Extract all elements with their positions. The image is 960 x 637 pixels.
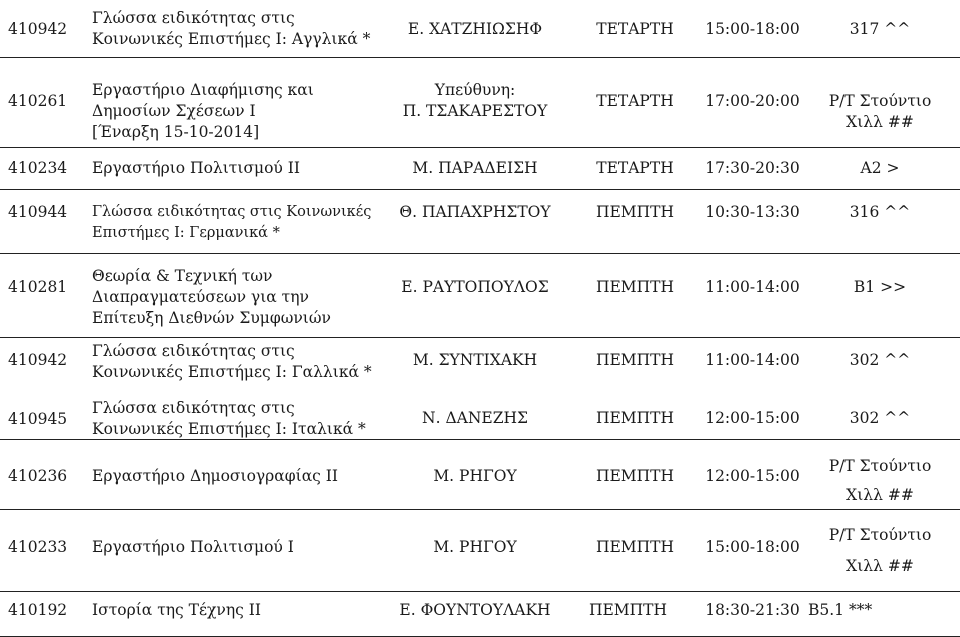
instructor: Ε. ΧΑΤΖΗΙΩΣΗΦ xyxy=(407,20,543,38)
day: ΠΕΜΠΤΗ xyxy=(595,467,675,485)
course-code: 410234 xyxy=(8,159,68,177)
room: 316 ^^ xyxy=(849,203,911,221)
table-row xyxy=(0,338,960,386)
time-slot: 11:00-14:00 xyxy=(705,351,800,369)
table-row xyxy=(0,440,960,510)
course-code: 410942 xyxy=(8,351,68,369)
room: 317 ^^ xyxy=(849,20,911,38)
time-slot: 17:30-20:30 xyxy=(705,159,800,177)
instructor: Θ. ΠΑΠΑΧΡΗΣΤΟΥ xyxy=(399,203,551,221)
time-slot: 18:30-21:30 xyxy=(705,601,800,619)
course-title: Γλώσσα ειδικότητας στις Κοινωνικές Επιστήμες Ι: Αγγλικά * xyxy=(92,9,371,48)
course-title: Εργαστήριο Διαφήμισης και Δημοσίων Σχέσεων Ι [Έναρξη 15-10-2014] xyxy=(92,81,314,141)
course-title: Ιστορία της Τέχνης ΙΙ xyxy=(92,601,261,619)
course-title: Εργαστήριο Δημοσιογραφίας ΙΙ xyxy=(92,467,339,485)
time-slot: 12:00-15:00 xyxy=(705,467,800,485)
instructor: Ε. ΡΑΥΤΟΠΟΥΛΟΣ xyxy=(401,278,549,296)
course-title: Γλώσσα ειδικότητας στις Κοινωνικές Επιστήμες Ι: Γερμανικά * xyxy=(92,204,372,241)
instructor: Μ. ΣΥΝΤΙΧΑΚΗ xyxy=(412,351,538,369)
table-row xyxy=(0,386,960,440)
instructor: Υπεύθυνη: Π. ΤΣΑΚΑΡΕΣΤΟΥ xyxy=(402,81,548,120)
course-title: Εργαστήριο Πολιτισμού ΙΙ xyxy=(92,159,301,177)
table-row xyxy=(0,0,960,58)
table-row xyxy=(0,190,960,254)
table-row xyxy=(0,510,960,592)
instructor: Μ. ΡΗΓΟΥ xyxy=(433,467,517,485)
instructor: Ε. ΦΟΥΝΤΟΥΛΑΚΗ xyxy=(399,601,551,619)
table-row xyxy=(0,592,960,637)
time-slot: 10:30-13:30 xyxy=(705,203,800,221)
course-code: 410261 xyxy=(8,92,68,110)
room: Ρ/Τ Στούντιο Χιλλ ## xyxy=(828,457,932,504)
room: Α2 > xyxy=(860,159,900,177)
table-row xyxy=(0,148,960,190)
table-row xyxy=(0,58,960,148)
day: ΤΕΤΑΡΤΗ xyxy=(596,92,674,110)
day: ΠΕΜΠΤΗ xyxy=(595,409,675,427)
time-slot: 12:00-15:00 xyxy=(705,409,800,427)
day: ΠΕΜΠΤΗ xyxy=(595,203,675,221)
course-title: Γλώσσα ειδικότητας στις Κοινωνικές Επιστήμες Ι: Ιταλικά * xyxy=(92,399,366,438)
room: 302 ^^ xyxy=(849,409,911,427)
course-code: 410233 xyxy=(8,538,68,556)
time-slot: 15:00-18:00 xyxy=(705,538,800,556)
table-row xyxy=(0,254,960,338)
instructor: Ν. ΔΑΝΕΖΗΣ xyxy=(422,409,528,427)
day: ΤΕΤΑΡΤΗ xyxy=(596,159,674,177)
course-code: 410944 xyxy=(8,203,68,221)
course-code: 410192 xyxy=(8,601,68,619)
day: ΠΕΜΠΤΗ xyxy=(595,538,675,556)
instructor: Μ. ΡΗΓΟΥ xyxy=(433,538,517,556)
course-code: 410942 xyxy=(8,20,68,38)
time-slot: 11:00-14:00 xyxy=(705,278,800,296)
time-slot: 15:00-18:00 xyxy=(705,20,800,38)
room: 302 ^^ xyxy=(849,351,911,369)
day: ΠΕΜΠΤΗ xyxy=(588,601,668,619)
room: Ρ/Τ Στούντιο Χιλλ ## xyxy=(828,526,932,575)
instructor: Μ. ΠΑΡΑΔΕΙΣΗ xyxy=(412,159,538,177)
course-title: Θεωρία & Τεχνική των Διαπραγματεύσεων για την Επίτευξη Διεθνών Συμφωνιών xyxy=(92,267,331,327)
course-code: 410236 xyxy=(8,467,68,485)
room: Ρ/Τ Στούντιο Χιλλ ## xyxy=(828,92,932,131)
room: Β5.1 *** xyxy=(808,601,873,619)
day: ΠΕΜΠΤΗ xyxy=(595,278,675,296)
room: Β1 >> xyxy=(853,278,907,296)
day: ΠΕΜΠΤΗ xyxy=(595,351,675,369)
day: ΤΕΤΑΡΤΗ xyxy=(596,20,674,38)
time-slot: 17:00-20:00 xyxy=(705,92,800,110)
course-code: 410281 xyxy=(8,278,68,296)
course-code: 410945 xyxy=(8,410,68,428)
course-title: Εργαστήριο Πολιτισμού Ι xyxy=(92,538,294,556)
course-title: Γλώσσα ειδικότητας στις Κοινωνικές Επιστήμες Ι: Γαλλικά * xyxy=(92,342,372,381)
